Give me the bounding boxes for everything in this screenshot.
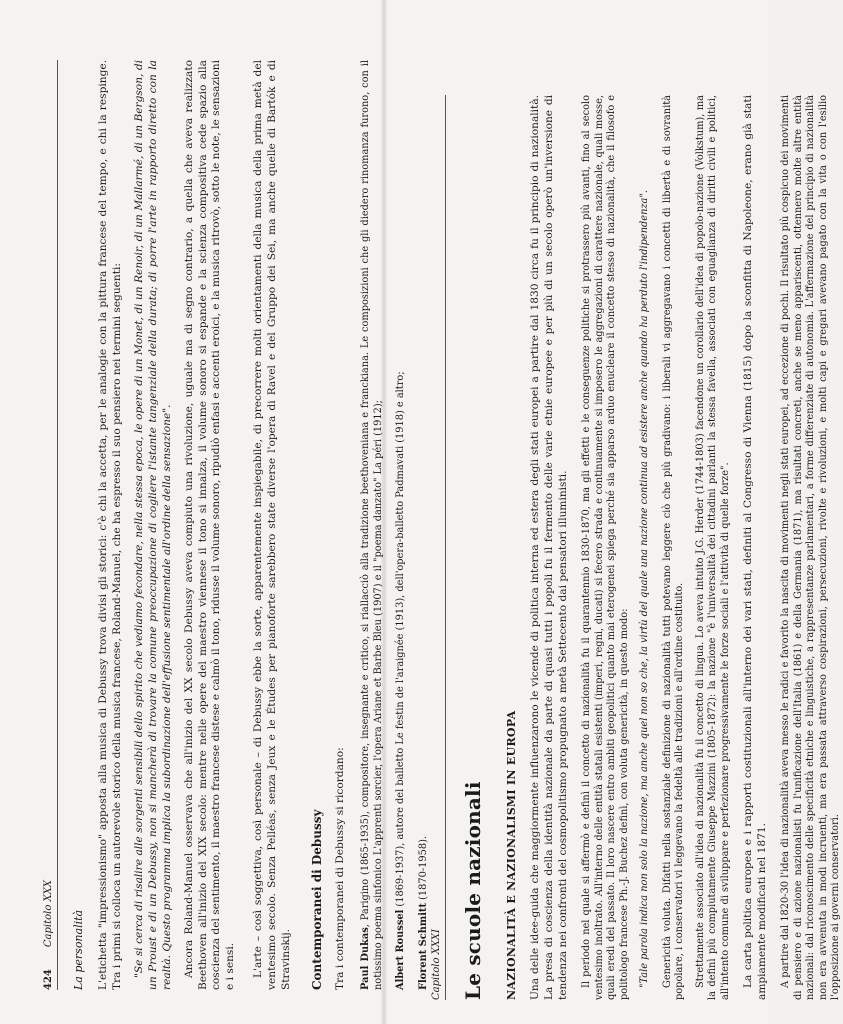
left-page [42, 60, 429, 990]
quote-paragraph: "Se si cerca di risalire alle sorgenti sensibili dello spirito che vediamo fecondare, nella stessa epoca, le opere di un Monet, di un Renoir, di un Mallarmé, di un Bergson, di un Proust e di un Debussy, non si mancherà di trovare la comune preoccupazione di cogliere l'istante tangenziale della durata; di porre l'arte in rapporto diretto con la realtà. Questo programma implica la subordinazione dell'effusione sentimentale all'ordine della sensazione". [132, 60, 173, 990]
composer-text: , Parigino (1865-1935), compositore, insegnante e critico, si riallacciò alla tradizione beethoveniana e franckiana. Le composizioni che gli diedero rinomanza furono, con il notissimo poema sinfonico L'apprenti sorcier, l'opera Ariane et Barbe Bleu (1907) e il "poema danzato" La péri (1912); [360, 60, 384, 990]
paragraph: A partire dal 1820-30 l'idea di nazionalità aveva messo le radici e favorito la nascita di movimenti negli stati europei, ad eccezione di pochi. Il risultato più cospicuo dei movimenti di pensiero e di azione nazionalisti fu l'unificazione dell'Italia (1861) e della Germania (1871), ma risultati concreti, anche se meno appariscenti, ottennero molte altre entità nazionali: dal riconoscimento delle specificità etniche e linguistiche, a rappresentanze parlamentari, a forme differenziate di autonomia. L'affermazione del principio di nazionalità non era avvenuta in modi incruenti, ma era passata attraverso cospirazioni, persecuzioni, rivolte e rivoluzioni, e molti capi e gregari avevano pagato con la vita o con l'esilio l'opposizione ai governi conservatori. [780, 95, 842, 1000]
paragraph: Ancora Roland-Manuel osservava che all'inizio del XX secolo Debussy aveva compiuto una rivoluzione, uguale ma di segno contrario, a quella che aveva realizzato Beethoven all'inizio del XIX secolo: mentre nelle opere del maestro viennese il tono si innalza, il volume sonoro si espande e la scienza compositiva cede spazio alla coscienza del sentimento, il maestro francese distese e calmò il tono, ridusse il volume sonoro, ripudiò enfasi e accenti eroici, e la musica ritrovò, sotto le note, le sensazioni e i sensi. [182, 60, 237, 990]
composer-name: Florent Schmitt [417, 903, 429, 990]
list-item [395, 60, 408, 990]
page-number: 424 [43, 969, 54, 990]
paragraph: L'etichetta "impressionismo" apposta alla musica di Debussy trova divisi gli storici: c'è chi la accetta, per le analogie con la pittura francese del tempo, e chi la respinge. Tra i primi si colloca un autorevole storico della musica francese, Roland-Manuel, che ha espresso il suo pensiero nei termini seguenti: [96, 60, 123, 990]
paragraph: La carta politica europea e i rapporti costituzionali all'interno dei vari stati, definiti al Congresso di Vienna (1815) dopo la sconfitta di Napoleone, erano già stati ampiamente modificati nel 1871. [742, 95, 769, 1000]
composer-name: Albert Roussel [395, 909, 407, 990]
right-page [430, 95, 842, 1000]
list-item [418, 60, 431, 990]
paragraph: Una delle idee-guida che maggiormente influenzarono le vicende di politica interna ed estera degli stati europei a partire dal 1830 circa fu il principio di nazionalità. La presa di coscienza della identità nazionale da parte di quasi tutti i popoli fu il fermento delle varie etnie europee e per più di un secolo operò un'inversione di tendenza nei confronti del cosmopolitismo propugnato a metà Settecento dai pensatori illuministi. [529, 95, 570, 1000]
list-item [360, 60, 385, 990]
left-running-head [42, 60, 58, 990]
chapter-label: Capitolo XXXI [431, 929, 442, 1000]
paragraph: Strettamente associato all'idea di nazionalità fu il concetto di lingua. Lo aveva intuito J.G. Herder (1744-1803) facendone un corollario dell'idea di popolo-nazione (Volkstum), ma la definì più compiutamente Giuseppe Mazzini (1805-1872): la nazione "è l'universalità dei cittadini parlanti la stessa favella, associati con eguaglianza di diritti civili e politici, all'intento comune di sviluppare e perfezionare progressivamente le forze sociali e l'attività di quelle forze". [694, 95, 731, 1000]
section-heading: NAZIONALITÀ E NAZIONALISMI IN EUROPA [504, 710, 518, 1000]
composer-name: Paul Dukas [360, 927, 372, 990]
contemporaries-intro: Tra i contemporanei di Debussy si ricordano: [334, 747, 347, 990]
chapter-title: Le scuole nazionali [461, 781, 486, 1000]
composer-text: (1870-1958). [417, 835, 429, 904]
quote-paragraph: "Tale parola indica non solo la nazione, ma anche quel non so che, la virtù del quale una nazione continua ad esistere anche quando ha perduto l'indipendenza". [639, 189, 651, 988]
section-heading: La personalità [72, 909, 86, 990]
contemporaries-heading: Contemporanei di Debussy [310, 809, 325, 990]
composer-text: (1869-1937), autore del balletto Le festin de l'araignée (1913), dell'opera-balletto Padmavati (1918) e altro; [395, 371, 407, 910]
chapter-label: Capitolo XXX [43, 880, 54, 948]
right-running-head [430, 95, 446, 1000]
paragraph: Genericità voluta. Difatti nella sostanziale definizione di nazionalità tutti potevano leggere ciò che più gradivano: i liberali vi aggregavano i concetti di libertà e di sovranità popolare, i conservatori vi leggevano la fedeltà alle tradizioni e all'ordine costituito. [661, 95, 686, 1000]
paragraph: Il periodo nel quale si affermò e definì il concetto di nazionalità fu il quarantennio 1830-1870, ma gli effetti e le conseguenze politiche si protrassero più avanti, fino al secolo ventesimo inoltrato. All'interno delle entità statali esistenti (imperi, regni, ducati) si fecero strada e continuamente si imposero le aggregazioni di carattere nazionale, quali mosse, quali eredi del passato. Il loro nascere entro ambiti geopolitici quanto mai eterogenei spiega perché sia apparso arduo enucleare il concetto stesso di nazionalità, che il filosofo e politologo francese Ph.-J. Buchez definì, con voluta genericità, in questo modo: [581, 95, 630, 1000]
paragraph: L'arte – così soggettiva, così personale – di Debussy ebbe la sorte, apparentemente inspiegabile, di precorrere molti orientamenti della musica della prima metà del ventesimo secolo. Senza Pelléas, senza Jeux e le Études per pianoforte sarebbero state diverse l'opera di Ravel e del Gruppo dei Sei, ma anche quelle di Bartók e di Stravinskij. [252, 60, 293, 990]
